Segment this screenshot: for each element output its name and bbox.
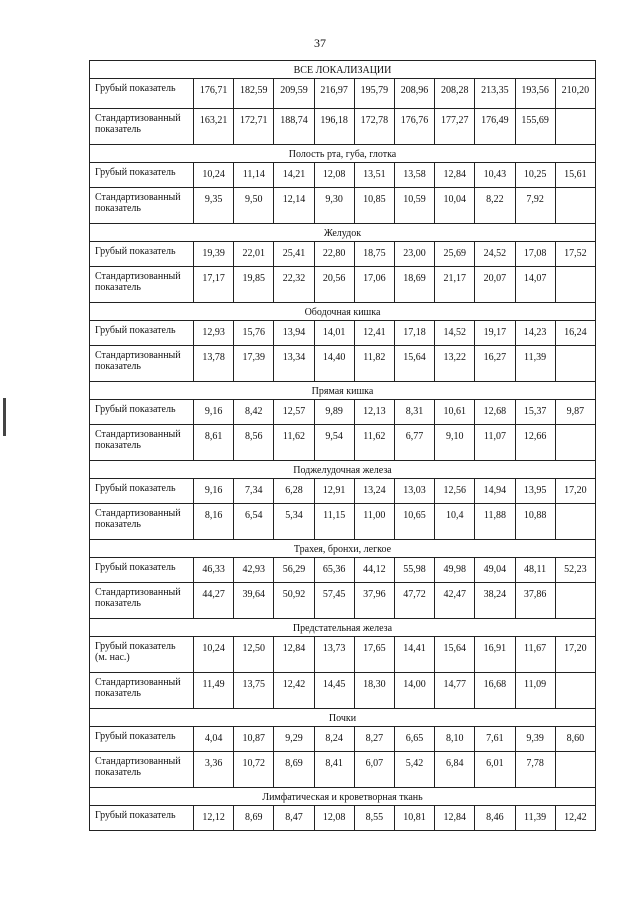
table-row <box>90 806 596 831</box>
table-row <box>90 752 596 788</box>
row-label: Грубый показатель <box>90 479 194 504</box>
value-cell <box>555 673 595 709</box>
value-cell: 8,56 <box>234 425 274 461</box>
value-cell <box>555 346 595 382</box>
value-cell <box>555 752 595 788</box>
value-cell <box>555 267 595 303</box>
value-cell: 6,84 <box>435 752 475 788</box>
value-cell: 55,98 <box>394 558 434 583</box>
value-cell: 9,39 <box>515 727 555 752</box>
value-cell: 17,20 <box>555 479 595 504</box>
value-cell: 42,93 <box>234 558 274 583</box>
section-header <box>90 788 596 806</box>
value-cell: 12,50 <box>234 637 274 673</box>
value-cell: 15,76 <box>234 321 274 346</box>
row-label: Грубый показатель <box>90 400 194 425</box>
row-label: Грубый показатель (м. нас.) <box>90 637 194 673</box>
value-cell: 6,77 <box>394 425 434 461</box>
value-cell: 14,23 <box>515 321 555 346</box>
value-cell: 10,43 <box>475 163 515 188</box>
table-row <box>90 504 596 540</box>
value-cell: 22,80 <box>314 242 354 267</box>
section-title: Желудок <box>90 224 596 242</box>
value-cell: 17,18 <box>394 321 434 346</box>
row-label: Грубый показатель <box>90 558 194 583</box>
value-cell: 9,35 <box>194 188 234 224</box>
value-cell: 14,01 <box>314 321 354 346</box>
value-cell: 10,24 <box>194 637 234 673</box>
value-cell: 9,50 <box>234 188 274 224</box>
value-cell <box>555 109 595 145</box>
value-cell: 12,84 <box>435 163 475 188</box>
value-cell: 9,54 <box>314 425 354 461</box>
value-cell: 12,08 <box>314 806 354 831</box>
section-header <box>90 382 596 400</box>
value-cell: 16,91 <box>475 637 515 673</box>
statistics-table <box>89 60 596 831</box>
value-cell: 8,55 <box>354 806 394 831</box>
value-cell: 11,09 <box>515 673 555 709</box>
value-cell: 10,25 <box>515 163 555 188</box>
value-cell: 11,39 <box>515 346 555 382</box>
value-cell: 13,58 <box>394 163 434 188</box>
table-row <box>90 267 596 303</box>
value-cell <box>555 583 595 619</box>
value-cell: 176,76 <box>394 109 434 145</box>
table-row <box>90 188 596 224</box>
value-cell: 38,24 <box>475 583 515 619</box>
value-cell: 13,03 <box>394 479 434 504</box>
value-cell: 20,07 <box>475 267 515 303</box>
value-cell: 20,56 <box>314 267 354 303</box>
section-title: Трахея, бронхи, легкое <box>90 540 596 558</box>
value-cell: 37,96 <box>354 583 394 619</box>
value-cell: 14,00 <box>394 673 434 709</box>
value-cell: 46,33 <box>194 558 234 583</box>
value-cell: 25,41 <box>274 242 314 267</box>
value-cell: 8,27 <box>354 727 394 752</box>
value-cell: 9,10 <box>435 425 475 461</box>
row-label: Стандартизованный показатель <box>90 752 194 788</box>
value-cell: 172,71 <box>234 109 274 145</box>
value-cell: 14,41 <box>394 637 434 673</box>
value-cell: 14,52 <box>435 321 475 346</box>
value-cell: 11,88 <box>475 504 515 540</box>
value-cell: 3,36 <box>194 752 234 788</box>
value-cell: 24,52 <box>475 242 515 267</box>
scan-artifact <box>3 398 6 436</box>
value-cell: 8,69 <box>234 806 274 831</box>
value-cell: 13,73 <box>314 637 354 673</box>
row-label: Стандартизованный показатель <box>90 346 194 382</box>
value-cell: 10,65 <box>394 504 434 540</box>
page-number: 37 <box>314 36 326 50</box>
value-cell: 12,42 <box>274 673 314 709</box>
value-cell: 52,23 <box>555 558 595 583</box>
value-cell: 9,29 <box>274 727 314 752</box>
value-cell <box>555 504 595 540</box>
row-label: Грубый показатель <box>90 806 194 831</box>
value-cell: 13,51 <box>354 163 394 188</box>
value-cell: 19,17 <box>475 321 515 346</box>
section-header <box>90 145 596 163</box>
section-header <box>90 61 596 79</box>
value-cell: 8,10 <box>435 727 475 752</box>
value-cell: 9,16 <box>194 400 234 425</box>
value-cell: 47,72 <box>394 583 434 619</box>
value-cell: 208,96 <box>394 79 434 109</box>
row-label: Стандартизованный показатель <box>90 583 194 619</box>
value-cell: 9,89 <box>314 400 354 425</box>
value-cell: 7,61 <box>475 727 515 752</box>
value-cell: 6,65 <box>394 727 434 752</box>
value-cell: 10,4 <box>435 504 475 540</box>
value-cell: 193,56 <box>515 79 555 109</box>
value-cell: 13,78 <box>194 346 234 382</box>
value-cell: 17,08 <box>515 242 555 267</box>
row-label: Грубый показатель <box>90 242 194 267</box>
value-cell: 8,22 <box>475 188 515 224</box>
value-cell: 12,14 <box>274 188 314 224</box>
value-cell: 16,68 <box>475 673 515 709</box>
value-cell: 37,86 <box>515 583 555 619</box>
value-cell: 176,49 <box>475 109 515 145</box>
value-cell: 213,35 <box>475 79 515 109</box>
value-cell: 13,34 <box>274 346 314 382</box>
value-cell: 14,45 <box>314 673 354 709</box>
value-cell: 8,24 <box>314 727 354 752</box>
value-cell: 155,69 <box>515 109 555 145</box>
value-cell: 11,07 <box>475 425 515 461</box>
value-cell: 17,06 <box>354 267 394 303</box>
value-cell: 11,62 <box>354 425 394 461</box>
value-cell: 11,39 <box>515 806 555 831</box>
value-cell <box>555 188 595 224</box>
value-cell: 196,18 <box>314 109 354 145</box>
value-cell: 5,34 <box>274 504 314 540</box>
value-cell: 6,54 <box>234 504 274 540</box>
value-cell: 195,79 <box>354 79 394 109</box>
value-cell: 12,84 <box>274 637 314 673</box>
value-cell: 8,16 <box>194 504 234 540</box>
value-cell: 16,27 <box>475 346 515 382</box>
row-label: Грубый показатель <box>90 727 194 752</box>
value-cell: 22,32 <box>274 267 314 303</box>
table-row <box>90 163 596 188</box>
value-cell: 163,21 <box>194 109 234 145</box>
value-cell: 12,56 <box>435 479 475 504</box>
value-cell: 15,64 <box>435 637 475 673</box>
section-header <box>90 709 596 727</box>
value-cell: 12,42 <box>555 806 595 831</box>
value-cell: 21,17 <box>435 267 475 303</box>
value-cell: 6,01 <box>475 752 515 788</box>
value-cell: 8,61 <box>194 425 234 461</box>
value-cell: 11,67 <box>515 637 555 673</box>
value-cell: 5,42 <box>394 752 434 788</box>
value-cell: 208,28 <box>435 79 475 109</box>
value-cell: 8,41 <box>314 752 354 788</box>
row-label: Стандартизованный показатель <box>90 109 194 145</box>
value-cell: 10,85 <box>354 188 394 224</box>
section-title: Предстательная железа <box>90 619 596 637</box>
value-cell: 13,95 <box>515 479 555 504</box>
section-header <box>90 540 596 558</box>
value-cell: 14,07 <box>515 267 555 303</box>
value-cell: 18,30 <box>354 673 394 709</box>
value-cell: 10,59 <box>394 188 434 224</box>
value-cell: 12,93 <box>194 321 234 346</box>
section-title: ВСЕ ЛОКАЛИЗАЦИИ <box>90 61 596 79</box>
table-row <box>90 673 596 709</box>
value-cell: 8,47 <box>274 806 314 831</box>
table-row <box>90 637 596 673</box>
table-row <box>90 346 596 382</box>
section-title: Почки <box>90 709 596 727</box>
value-cell: 8,60 <box>555 727 595 752</box>
value-cell: 10,04 <box>435 188 475 224</box>
value-cell: 11,82 <box>354 346 394 382</box>
table-row <box>90 558 596 583</box>
value-cell: 15,37 <box>515 400 555 425</box>
value-cell: 56,29 <box>274 558 314 583</box>
value-cell: 7,34 <box>234 479 274 504</box>
value-cell: 4,04 <box>194 727 234 752</box>
value-cell: 49,04 <box>475 558 515 583</box>
value-cell: 18,75 <box>354 242 394 267</box>
value-cell: 17,65 <box>354 637 394 673</box>
value-cell: 49,98 <box>435 558 475 583</box>
value-cell: 12,68 <box>475 400 515 425</box>
section-header <box>90 619 596 637</box>
value-cell: 44,12 <box>354 558 394 583</box>
row-label: Грубый показатель <box>90 79 194 109</box>
table-row <box>90 583 596 619</box>
value-cell: 10,87 <box>234 727 274 752</box>
value-cell: 16,24 <box>555 321 595 346</box>
value-cell: 18,69 <box>394 267 434 303</box>
value-cell: 209,59 <box>274 79 314 109</box>
table-row <box>90 400 596 425</box>
value-cell: 8,31 <box>394 400 434 425</box>
section-header <box>90 303 596 321</box>
value-cell: 23,00 <box>394 242 434 267</box>
table-row <box>90 79 596 109</box>
value-cell: 14,40 <box>314 346 354 382</box>
value-cell: 11,62 <box>274 425 314 461</box>
value-cell: 10,72 <box>234 752 274 788</box>
row-label: Стандартизованный показатель <box>90 267 194 303</box>
row-label: Стандартизованный показатель <box>90 425 194 461</box>
section-title: Прямая кишка <box>90 382 596 400</box>
value-cell: 10,81 <box>394 806 434 831</box>
value-cell: 14,21 <box>274 163 314 188</box>
value-cell: 65,36 <box>314 558 354 583</box>
value-cell: 12,41 <box>354 321 394 346</box>
value-cell: 13,22 <box>435 346 475 382</box>
value-cell: 8,42 <box>234 400 274 425</box>
value-cell: 50,92 <box>274 583 314 619</box>
table-row <box>90 425 596 461</box>
row-label: Стандартизованный показатель <box>90 673 194 709</box>
value-cell: 12,84 <box>435 806 475 831</box>
value-cell: 17,39 <box>234 346 274 382</box>
value-cell: 210,20 <box>555 79 595 109</box>
value-cell: 15,61 <box>555 163 595 188</box>
value-cell: 22,01 <box>234 242 274 267</box>
value-cell: 8,46 <box>475 806 515 831</box>
value-cell: 6,28 <box>274 479 314 504</box>
value-cell: 10,24 <box>194 163 234 188</box>
value-cell: 12,08 <box>314 163 354 188</box>
value-cell: 19,39 <box>194 242 234 267</box>
value-cell <box>555 425 595 461</box>
value-cell: 48,11 <box>515 558 555 583</box>
value-cell: 7,92 <box>515 188 555 224</box>
row-label: Грубый показатель <box>90 321 194 346</box>
value-cell: 44,27 <box>194 583 234 619</box>
value-cell: 182,59 <box>234 79 274 109</box>
value-cell: 17,20 <box>555 637 595 673</box>
value-cell: 12,57 <box>274 400 314 425</box>
value-cell: 14,77 <box>435 673 475 709</box>
value-cell: 14,94 <box>475 479 515 504</box>
value-cell: 19,85 <box>234 267 274 303</box>
value-cell: 188,74 <box>274 109 314 145</box>
value-cell: 12,13 <box>354 400 394 425</box>
table-row <box>90 242 596 267</box>
value-cell: 12,91 <box>314 479 354 504</box>
value-cell: 12,66 <box>515 425 555 461</box>
value-cell: 25,69 <box>435 242 475 267</box>
value-cell: 13,24 <box>354 479 394 504</box>
section-title: Лимфатическая и кроветворная ткань <box>90 788 596 806</box>
value-cell: 176,71 <box>194 79 234 109</box>
value-cell: 11,14 <box>234 163 274 188</box>
section-header <box>90 461 596 479</box>
value-cell: 10,88 <box>515 504 555 540</box>
value-cell: 177,27 <box>435 109 475 145</box>
value-cell: 13,94 <box>274 321 314 346</box>
value-cell: 9,16 <box>194 479 234 504</box>
value-cell: 11,00 <box>354 504 394 540</box>
value-cell: 6,07 <box>354 752 394 788</box>
table-row <box>90 109 596 145</box>
value-cell: 13,75 <box>234 673 274 709</box>
value-cell: 11,49 <box>194 673 234 709</box>
value-cell: 17,17 <box>194 267 234 303</box>
value-cell: 17,52 <box>555 242 595 267</box>
value-cell: 57,45 <box>314 583 354 619</box>
value-cell: 10,61 <box>435 400 475 425</box>
row-label: Грубый показатель <box>90 163 194 188</box>
section-header <box>90 224 596 242</box>
value-cell: 11,15 <box>314 504 354 540</box>
value-cell: 12,12 <box>194 806 234 831</box>
value-cell: 216,97 <box>314 79 354 109</box>
table-row <box>90 727 596 752</box>
table-row <box>90 321 596 346</box>
value-cell: 9,87 <box>555 400 595 425</box>
row-label: Стандартизованный показатель <box>90 188 194 224</box>
section-title: Полость рта, губа, глотка <box>90 145 596 163</box>
value-cell: 8,69 <box>274 752 314 788</box>
value-cell: 39,64 <box>234 583 274 619</box>
value-cell: 42,47 <box>435 583 475 619</box>
row-label: Стандартизованный показатель <box>90 504 194 540</box>
section-title: Поджелудочная железа <box>90 461 596 479</box>
value-cell: 9,30 <box>314 188 354 224</box>
value-cell: 172,78 <box>354 109 394 145</box>
value-cell: 15,64 <box>394 346 434 382</box>
table-row <box>90 479 596 504</box>
section-title: Ободочная кишка <box>90 303 596 321</box>
value-cell: 7,78 <box>515 752 555 788</box>
